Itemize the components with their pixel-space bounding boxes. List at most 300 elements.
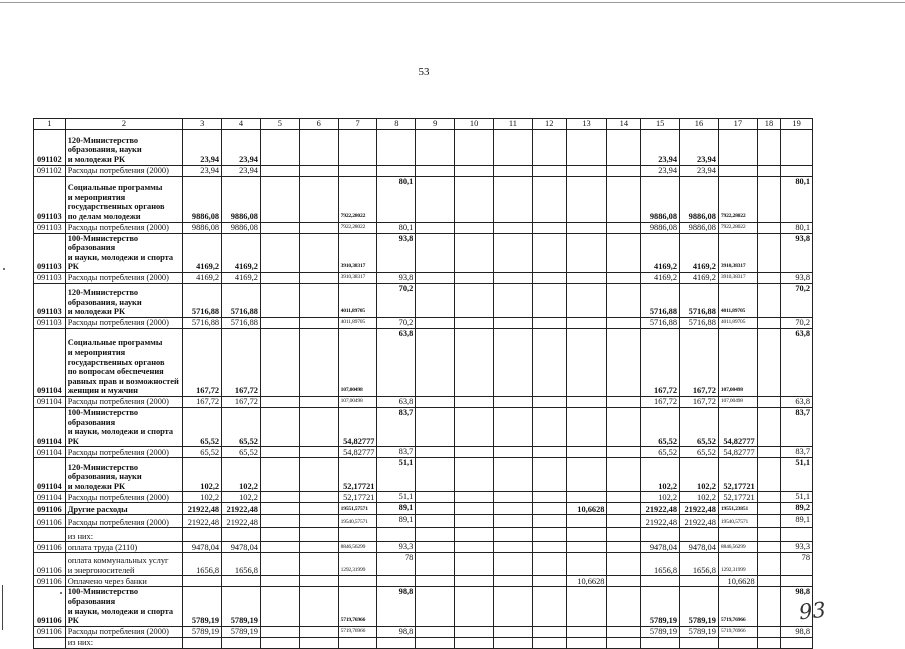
value-cell <box>260 587 299 626</box>
value-cell: 89,1 <box>377 503 416 515</box>
value-cell <box>183 637 222 648</box>
column-header: 6 <box>299 119 338 130</box>
value-cell: 52,17721 <box>338 492 377 503</box>
value-cell: 167,72 <box>680 396 719 407</box>
value-cell <box>532 283 566 317</box>
row-code: 091102 <box>34 129 66 165</box>
value-cell: 4169,2 <box>641 272 680 283</box>
table-row <box>34 587 813 626</box>
value-cell <box>757 458 781 492</box>
value-cell <box>183 576 222 587</box>
value-cell <box>455 317 494 328</box>
value-cell <box>416 553 455 576</box>
value-cell: 5789,19 <box>222 587 261 626</box>
value-cell <box>338 165 377 176</box>
row-code: 091102 <box>34 165 66 176</box>
table-row <box>34 165 813 176</box>
value-cell <box>532 492 566 503</box>
value-cell: 93,8 <box>377 233 416 272</box>
value-cell <box>416 272 455 283</box>
value-cell: 21922,48 <box>183 503 222 515</box>
value-cell: 107,00498 <box>718 396 757 407</box>
column-header: 8 <box>377 119 416 130</box>
table-row <box>34 407 813 446</box>
row-code: 091106 <box>34 503 66 515</box>
value-cell: 21922,48 <box>222 515 261 528</box>
value-cell: 93,8 <box>377 272 416 283</box>
value-cell <box>532 637 566 648</box>
row-name: Расходы потребления (2000) <box>65 515 183 528</box>
value-cell <box>532 576 566 587</box>
value-cell <box>299 317 338 328</box>
value-cell: 5716,88 <box>641 317 680 328</box>
value-cell: 80,1 <box>377 176 416 222</box>
value-cell <box>377 576 416 587</box>
value-cell: 5716,88 <box>680 317 719 328</box>
value-cell <box>566 515 607 528</box>
value-cell: 9478,04 <box>183 542 222 553</box>
value-cell: 51,1 <box>781 458 813 492</box>
value-cell <box>607 165 641 176</box>
value-cell <box>607 328 641 396</box>
value-cell <box>260 165 299 176</box>
value-cell: 3910,38317 <box>718 233 757 272</box>
value-cell <box>416 165 455 176</box>
value-cell <box>607 576 641 587</box>
value-cell: 5789,19 <box>641 626 680 637</box>
value-cell <box>566 528 607 542</box>
value-cell: 7922,28022 <box>718 222 757 233</box>
value-cell: 54,82777 <box>718 407 757 446</box>
value-cell: 23,94 <box>680 165 719 176</box>
value-cell <box>641 576 680 587</box>
value-cell <box>260 458 299 492</box>
value-cell <box>607 528 641 542</box>
value-cell: 5789,19 <box>183 626 222 637</box>
table-row <box>34 553 813 576</box>
value-cell: 167,72 <box>680 328 719 396</box>
value-cell: 102,2 <box>222 458 261 492</box>
row-name: 100-Министерство образования и науки, молодежи и спорта РК <box>65 407 183 446</box>
value-cell: 167,72 <box>183 328 222 396</box>
value-cell <box>455 407 494 446</box>
value-cell <box>566 165 607 176</box>
column-header: 17 <box>718 119 757 130</box>
value-cell: 54,82777 <box>338 407 377 446</box>
value-cell <box>781 528 813 542</box>
table-row <box>34 176 813 222</box>
column-header: 19 <box>781 119 813 130</box>
value-cell: 1656,8 <box>183 553 222 576</box>
value-cell <box>299 576 338 587</box>
value-cell <box>377 528 416 542</box>
value-cell <box>757 233 781 272</box>
value-cell: 83,7 <box>377 447 416 458</box>
value-cell: 9478,04 <box>222 542 261 553</box>
value-cell <box>607 515 641 528</box>
value-cell <box>607 492 641 503</box>
value-cell <box>566 407 607 446</box>
value-cell <box>416 283 455 317</box>
value-cell <box>757 283 781 317</box>
value-cell <box>455 176 494 222</box>
table-row <box>34 283 813 317</box>
value-cell <box>566 458 607 492</box>
row-name: 120-Министерство образования, науки и молодежи РК <box>65 458 183 492</box>
value-cell <box>494 503 533 515</box>
row-code <box>34 528 66 542</box>
value-cell <box>494 407 533 446</box>
value-cell: 3910,38317 <box>338 272 377 283</box>
value-cell <box>455 222 494 233</box>
value-cell: 5719,76966 <box>718 626 757 637</box>
value-cell: 83,7 <box>781 447 813 458</box>
value-cell <box>607 553 641 576</box>
value-cell <box>260 129 299 165</box>
table-row <box>34 515 813 528</box>
table-row <box>34 447 813 458</box>
value-cell: 93,3 <box>377 542 416 553</box>
value-cell: 5719,76966 <box>338 626 377 637</box>
value-cell <box>494 176 533 222</box>
value-cell <box>299 129 338 165</box>
value-cell: 19551,57571 <box>338 503 377 515</box>
value-cell <box>455 283 494 317</box>
value-cell: 4169,2 <box>680 272 719 283</box>
value-cell: 51,1 <box>377 458 416 492</box>
value-cell <box>455 458 494 492</box>
value-cell <box>260 528 299 542</box>
value-cell <box>260 272 299 283</box>
value-cell: 5719,76966 <box>338 587 377 626</box>
value-cell <box>607 396 641 407</box>
value-cell <box>260 637 299 648</box>
column-header: 5 <box>260 119 299 130</box>
row-code: 091103 <box>34 272 66 283</box>
value-cell <box>260 328 299 396</box>
value-cell: 107,00498 <box>718 328 757 396</box>
value-cell: 5716,88 <box>222 317 261 328</box>
value-cell: 63,8 <box>377 396 416 407</box>
value-cell: 52,17721 <box>718 458 757 492</box>
value-cell: 93,3 <box>781 542 813 553</box>
value-cell: 23,94 <box>183 129 222 165</box>
value-cell: 63,8 <box>377 328 416 396</box>
value-cell <box>260 407 299 446</box>
row-code: 091106 <box>34 515 66 528</box>
table-row <box>34 542 813 553</box>
value-cell <box>494 222 533 233</box>
value-cell: 102,2 <box>183 492 222 503</box>
value-cell: 4011,89705 <box>718 283 757 317</box>
value-cell <box>641 637 680 648</box>
page-number: 53 <box>418 66 430 78</box>
value-cell <box>757 396 781 407</box>
value-cell <box>260 447 299 458</box>
value-cell <box>455 637 494 648</box>
value-cell: 4169,2 <box>183 233 222 272</box>
value-cell: 98,8 <box>377 587 416 626</box>
value-cell: 65,52 <box>641 447 680 458</box>
value-cell: 70,2 <box>781 283 813 317</box>
row-name: Расходы потребления (2000) <box>65 272 183 283</box>
row-name: Расходы потребления (2000) <box>65 447 183 458</box>
value-cell <box>260 283 299 317</box>
row-name: Расходы потребления (2000) <box>65 396 183 407</box>
value-cell <box>338 528 377 542</box>
value-cell <box>338 129 377 165</box>
column-header: 3 <box>183 119 222 130</box>
row-name: Расходы потребления (2000) <box>65 492 183 503</box>
value-cell <box>260 515 299 528</box>
value-cell: 65,52 <box>183 407 222 446</box>
value-cell <box>757 328 781 396</box>
row-code: 091104 <box>34 458 66 492</box>
column-header: 1 <box>34 119 66 130</box>
row-name: оплата труда (2110) <box>65 542 183 553</box>
value-cell <box>566 542 607 553</box>
value-cell <box>607 626 641 637</box>
value-cell: 78 <box>377 553 416 576</box>
value-cell <box>607 272 641 283</box>
table-body <box>34 129 813 648</box>
table-row <box>34 492 813 503</box>
value-cell <box>494 165 533 176</box>
value-cell <box>566 637 607 648</box>
value-cell <box>607 129 641 165</box>
value-cell <box>299 222 338 233</box>
table-row <box>34 576 813 587</box>
value-cell <box>260 553 299 576</box>
value-cell: 80,1 <box>377 222 416 233</box>
value-cell <box>416 447 455 458</box>
value-cell <box>455 492 494 503</box>
value-cell: 10,6628 <box>566 503 607 515</box>
value-cell: 23,94 <box>680 129 719 165</box>
value-cell <box>299 283 338 317</box>
value-cell: 7922,28022 <box>338 222 377 233</box>
value-cell: 9478,04 <box>641 542 680 553</box>
value-cell <box>532 165 566 176</box>
row-name: 100-Министерство образования и науки, молодежи и спорта РК <box>65 233 183 272</box>
value-cell <box>680 637 719 648</box>
value-cell: 70,2 <box>377 283 416 317</box>
value-cell: 89,1 <box>377 515 416 528</box>
value-cell <box>757 407 781 446</box>
value-cell: 23,94 <box>222 129 261 165</box>
value-cell <box>607 222 641 233</box>
value-cell: 21922,48 <box>680 515 719 528</box>
value-cell: 167,72 <box>641 328 680 396</box>
value-cell: 4169,2 <box>222 233 261 272</box>
value-cell: 65,52 <box>680 407 719 446</box>
value-cell: 102,2 <box>641 458 680 492</box>
value-cell: 23,94 <box>183 165 222 176</box>
value-cell: 19551,23851 <box>718 503 757 515</box>
table-row <box>34 317 813 328</box>
value-cell: 5789,19 <box>680 626 719 637</box>
value-cell <box>566 553 607 576</box>
value-cell <box>299 492 338 503</box>
value-cell: 5789,19 <box>641 587 680 626</box>
row-code: 091106 <box>34 576 66 587</box>
value-cell: 102,2 <box>680 458 719 492</box>
value-cell: 78 <box>781 553 813 576</box>
value-cell: 5716,88 <box>641 283 680 317</box>
value-cell: 98,8 <box>781 626 813 637</box>
value-cell: 102,2 <box>183 458 222 492</box>
value-cell <box>641 528 680 542</box>
value-cell <box>494 317 533 328</box>
value-cell <box>299 407 338 446</box>
value-cell <box>494 576 533 587</box>
value-cell <box>757 576 781 587</box>
value-cell <box>455 272 494 283</box>
value-cell: 65,52 <box>680 447 719 458</box>
value-cell <box>299 165 338 176</box>
value-cell <box>416 396 455 407</box>
column-header: 13 <box>566 119 607 130</box>
value-cell <box>494 396 533 407</box>
value-cell <box>607 503 641 515</box>
value-cell: 4169,2 <box>641 233 680 272</box>
value-cell <box>566 626 607 637</box>
row-name: оплата коммунальных услуг и энергоносителей <box>65 553 183 576</box>
value-cell: 102,2 <box>680 492 719 503</box>
value-cell <box>222 528 261 542</box>
value-cell <box>680 576 719 587</box>
table-row <box>34 458 813 492</box>
column-header: 7 <box>338 119 377 130</box>
table-row <box>34 503 813 515</box>
value-cell <box>299 176 338 222</box>
value-cell <box>416 317 455 328</box>
column-header: 14 <box>607 119 641 130</box>
value-cell: 83,7 <box>377 407 416 446</box>
value-cell <box>455 233 494 272</box>
value-cell: 102,2 <box>641 492 680 503</box>
value-cell <box>532 553 566 576</box>
value-cell <box>299 515 338 528</box>
row-code: 091104 <box>34 447 66 458</box>
value-cell <box>566 176 607 222</box>
value-cell <box>299 272 338 283</box>
column-header: 16 <box>680 119 719 130</box>
value-cell <box>377 637 416 648</box>
value-cell <box>494 587 533 626</box>
value-cell <box>494 626 533 637</box>
row-code: 091103 <box>34 233 66 272</box>
value-cell <box>299 328 338 396</box>
value-cell <box>718 165 757 176</box>
value-cell <box>494 272 533 283</box>
value-cell: 23,94 <box>641 165 680 176</box>
value-cell <box>299 637 338 648</box>
value-cell <box>416 637 455 648</box>
budget-table <box>33 118 813 649</box>
value-cell <box>566 492 607 503</box>
value-cell <box>607 542 641 553</box>
value-cell: 3910,38317 <box>338 233 377 272</box>
value-cell <box>299 528 338 542</box>
column-header: 15 <box>641 119 680 130</box>
value-cell: 9886,08 <box>222 176 261 222</box>
value-cell: 93,8 <box>781 272 813 283</box>
value-cell: 21922,48 <box>222 503 261 515</box>
value-cell: 4011,89705 <box>338 283 377 317</box>
column-header: 12 <box>532 119 566 130</box>
value-cell <box>299 553 338 576</box>
value-cell: 51,1 <box>781 492 813 503</box>
value-cell <box>757 542 781 553</box>
row-name: Расходы потребления (2000) <box>65 222 183 233</box>
value-cell: 19540,57571 <box>718 515 757 528</box>
value-cell: 52,17721 <box>338 458 377 492</box>
value-cell <box>532 542 566 553</box>
value-cell <box>299 503 338 515</box>
table-row <box>34 272 813 283</box>
value-cell: 63,8 <box>781 396 813 407</box>
value-cell <box>260 542 299 553</box>
value-cell <box>781 637 813 648</box>
value-cell <box>532 222 566 233</box>
value-cell <box>222 576 261 587</box>
value-cell <box>757 553 781 576</box>
value-cell <box>455 396 494 407</box>
value-cell <box>455 542 494 553</box>
value-cell <box>338 637 377 648</box>
row-code <box>34 637 66 648</box>
value-cell: 21922,48 <box>183 515 222 528</box>
table-row <box>34 222 813 233</box>
value-cell <box>299 587 338 626</box>
value-cell <box>455 129 494 165</box>
value-cell <box>566 587 607 626</box>
row-name: Расходы потребления (2000) <box>65 626 183 637</box>
value-cell: 167,72 <box>222 396 261 407</box>
value-cell <box>781 129 813 165</box>
value-cell <box>607 458 641 492</box>
value-cell <box>455 165 494 176</box>
value-cell <box>757 222 781 233</box>
column-header: 10 <box>455 119 494 130</box>
value-cell: 167,72 <box>183 396 222 407</box>
row-code: 091103 <box>34 283 66 317</box>
value-cell <box>494 637 533 648</box>
value-cell <box>455 328 494 396</box>
value-cell: 9886,08 <box>680 176 719 222</box>
value-cell: 1656,8 <box>641 553 680 576</box>
value-cell: 23,94 <box>641 129 680 165</box>
value-cell: 9886,08 <box>680 222 719 233</box>
value-cell: 98,8 <box>377 626 416 637</box>
value-cell: 9886,08 <box>641 222 680 233</box>
value-cell <box>607 176 641 222</box>
value-cell <box>416 233 455 272</box>
value-cell <box>718 528 757 542</box>
value-cell: 107,00498 <box>338 328 377 396</box>
value-cell <box>416 576 455 587</box>
value-cell <box>532 528 566 542</box>
value-cell <box>455 447 494 458</box>
row-name: 120-Министерство образования, науки и молодежи РК <box>65 283 183 317</box>
column-header: 11 <box>494 119 533 130</box>
value-cell: 5716,88 <box>183 317 222 328</box>
row-name: Расходы потребления (2000) <box>65 317 183 328</box>
row-name: Расходы потребления (2000) <box>65 165 183 176</box>
value-cell: 167,72 <box>641 396 680 407</box>
value-cell <box>532 447 566 458</box>
